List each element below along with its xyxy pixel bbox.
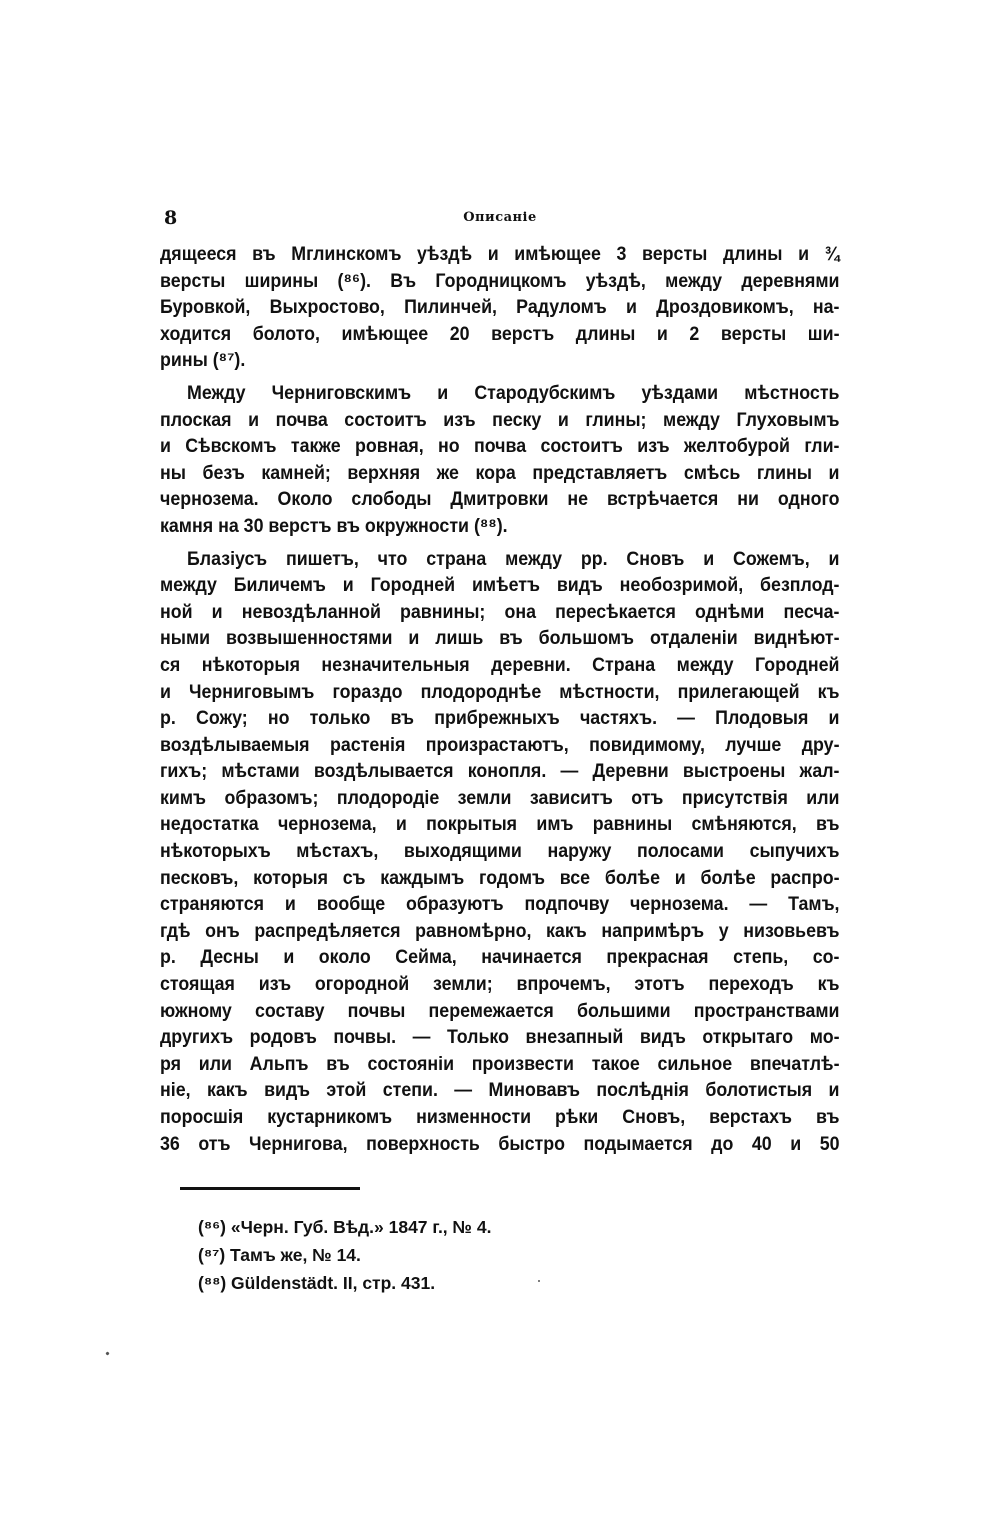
text-line: чернозема. Около слободы Дмитровки не встрѣчается ни одного (160, 488, 840, 511)
text-line: р. Сожу; но только въ прибрежныхъ частяхъ. — Плодовыя и (160, 707, 840, 730)
text-line: ходится болото, имѣющее 20 верстъ длины и 2 версты ши- (160, 322, 840, 345)
scan-speck (105, 1351, 109, 1355)
text-line: песковъ, которыя съ каждымъ годомъ все болѣе и болѣе распро- (160, 866, 840, 889)
text-line: 36 отъ Чернигова, поверхность быстро подымается до 40 и 50 (160, 1132, 840, 1155)
footnote-87: (⁸⁷) Тамъ же, № 14. (198, 1245, 361, 1265)
paragraph-3 (160, 546, 840, 1158)
footnotes (198, 1213, 492, 1297)
text-line: версты ширины (⁸⁶). Въ Городницкомъ уѣздѣ, между деревнями (160, 269, 840, 292)
main-text (160, 241, 840, 1157)
text-line: и Черниговымъ гораздо плодороднѣе мѣстности, прилегающей къ (160, 680, 840, 703)
text-line: нѣкоторыхъ мѣстахъ, выходящими наружу полосами сыпучихъ (160, 840, 840, 863)
scan-speck (538, 1280, 540, 1282)
text-line: южному составу почвы перемежается большими пространствами (160, 999, 840, 1022)
text-line: Блазіусъ пишетъ, что страна между рр. Сновъ и Сожемъ, и (187, 547, 840, 570)
text-line: ря или Альпъ въ состояніи произвести такое сильное впечатлѣ- (160, 1052, 840, 1075)
text-line: стоящая изъ огородной земли; впрочемъ, этотъ переходъ къ (160, 973, 840, 996)
text-line: дящееся въ Мглинскомъ уѣздѣ и имѣющее 3 версты длины и ¾ (160, 243, 840, 265)
text-line: недостатка чернозема, и покрытыя имъ равнины смѣняются, въ (160, 813, 840, 836)
text-line: гихъ; мѣстами воздѣлывается конопля. — Деревни выстроены жал- (160, 760, 840, 783)
text-line: и Сѣвскомъ также ровная, но почва состоитъ изъ желтобурой гли- (160, 435, 840, 458)
footnote-86: (⁸⁶) «Черн. Губ. Вѣд.» 1847 г., № 4. (198, 1217, 492, 1237)
footnote-rule (180, 1187, 360, 1190)
text-line: ся нѣкоторыя незначительныя деревни. Страна между Городней (160, 653, 840, 676)
text-line: ными возвышенностями и лишь въ большомъ отдаленіи виднѣют- (160, 627, 840, 650)
page-number: 8 (164, 207, 178, 229)
text-line: Между Черниговскимъ и Стародубскимъ уѣздами мѣстность (187, 381, 840, 404)
text-line: камня на 30 верстъ въ окружности (⁸⁸). (160, 514, 508, 537)
text-line: между Биличемъ и Городней имѣетъ видъ необозримой, безплод- (160, 574, 840, 597)
text-line: воздѣлываемыя растенія произрастаютъ, повидимому, лучше дру- (160, 733, 840, 756)
footnote-88: (⁸⁸) Güldenstädt. II, стр. 431. (198, 1273, 436, 1293)
page-header (160, 207, 840, 231)
paragraph-2 (160, 380, 840, 540)
text-line: другихъ родовъ почвы. — Только внезапный видъ открытаго мо- (160, 1026, 840, 1049)
text-line: кимъ образомъ; плодородіе земли зависитъ отъ присутствія или (160, 786, 840, 809)
text-line: р. Десны и около Сейма, начинается прекрасная степь, со- (160, 946, 840, 969)
text-line: плоская и почва состоитъ изъ песку и глины; между Глуховымъ (160, 408, 840, 431)
text-line: ной и невоздѣланной равнины; она пересѣкается однѣми песча- (160, 600, 840, 623)
paragraph-1 (160, 241, 840, 374)
text-line: поросшія кустарникомъ низменности рѣки Сновъ, верстахъ въ (160, 1106, 840, 1128)
text-line: Буровкой, Выхростово, Пилинчей, Радуломъ и Дроздовикомъ, на- (160, 296, 840, 319)
running-title: Описаніе (463, 210, 537, 225)
text-line: страняются и вообще образуютъ подпочву чернозема. — Тамъ, (160, 893, 840, 916)
text-line: ніе, какъ видъ этой степи. — Миновавъ послѣднія болотистыя и (160, 1079, 840, 1102)
text-line: ны безъ камней; верхняя же кора представляетъ смѣсь глины и (160, 461, 840, 484)
text-line: рины (⁸⁷). (160, 349, 246, 372)
text-line: гдѣ онъ распредѣляется равномѣрно, какъ напримѣръ у низовьевъ (160, 919, 840, 942)
